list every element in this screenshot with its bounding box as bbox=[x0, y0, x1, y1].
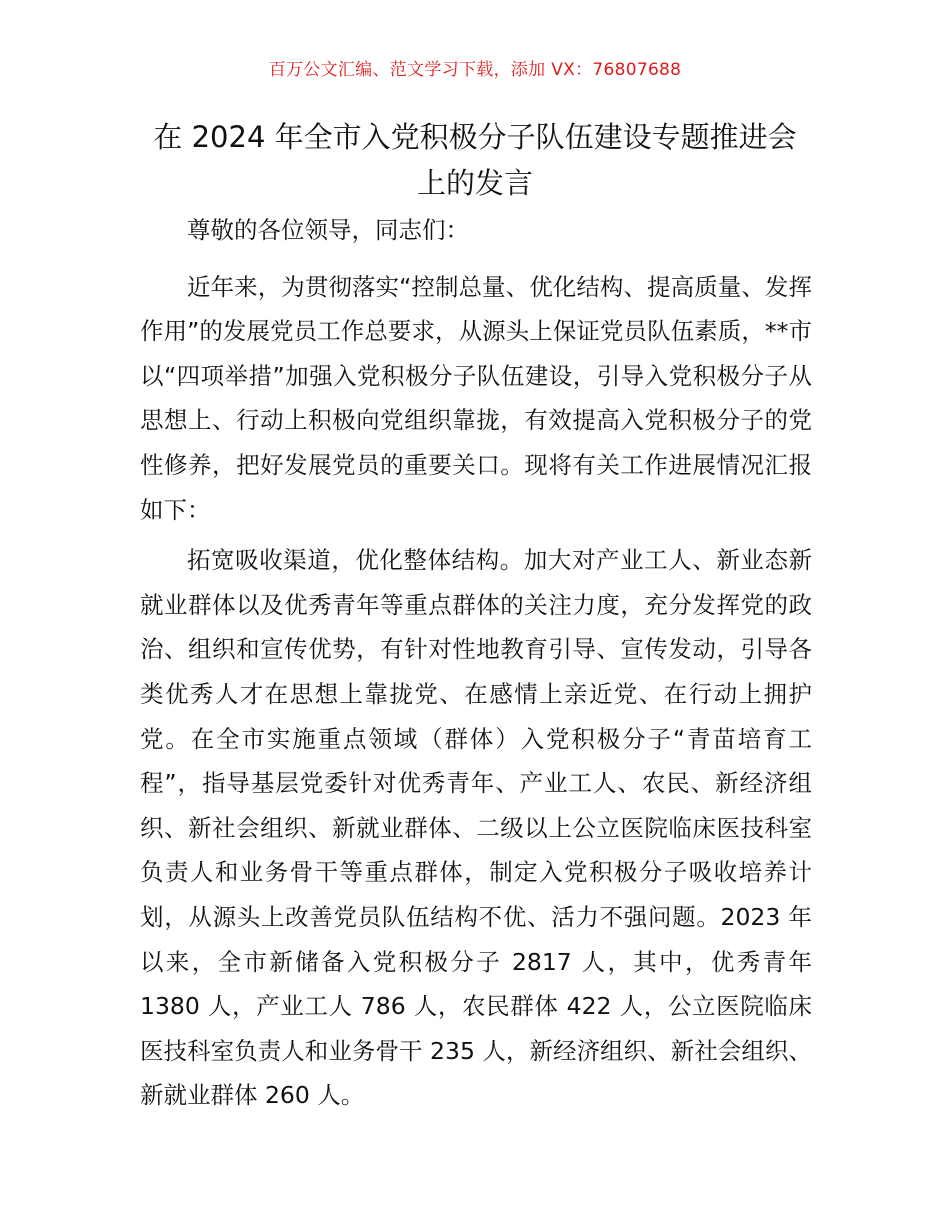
paragraph-section-one: 拓宽吸收渠道，优化整体结构。加大对产业工人、新业态新就业群体以及优秀青年等重点群体的关注力度，充分发挥党的政治、组织和宣传优势，有针对性地教育引导、宣传发动，引导各类优秀人才在思想上靠拢党、在感情上亲近党、在行动上拥护党。在全市实施重点领域（群体）入党积极分子“青苗培育工程”，指导基层党委针对优秀青年、产业工人、农民、新经济组织、新社会组织、新就业群体、二级以上公立医院临床医技科室负责人和业务骨干等重点群体，制定入党积极分子吸收培养计划，从源头上改善党员队伍结构不优、活力不强问题。2023 年以来，全市新储备入党积极分子 2817 人，其中，优秀青年 1380 人，产业工人 786 人，农民群体 422 人，公立医院临床医技科室负责人和业务骨干 235 人，新经济组织、新社会组织、新就业群体 260 人。 bbox=[140, 546, 812, 1110]
document-title: 在 2024 年全市入党积极分子队伍建设专题推进会上的发言 bbox=[153, 120, 797, 200]
paragraph-intro: 近年来，为贯彻落实“控制总量、优化结构、提高质量、发挥作用”的发展党员工作总要求，从源头上保证党员队伍素质，**市以“四项举措”加强入党积极分子队伍建设，引导入党积极分子从思想上、行动上积极向党组织靠拢，有效提高入党积极分子的党性修养，把好发展党员的重要关口。现将有关工作进展情况汇报如下： bbox=[140, 272, 812, 524]
greeting-line: 尊敬的各位领导，同志们： bbox=[187, 216, 469, 244]
watermark-header: 百万公文汇编、范文学习下载，添加 VX：76807688 bbox=[268, 60, 682, 80]
document-body bbox=[140, 208, 812, 1124]
